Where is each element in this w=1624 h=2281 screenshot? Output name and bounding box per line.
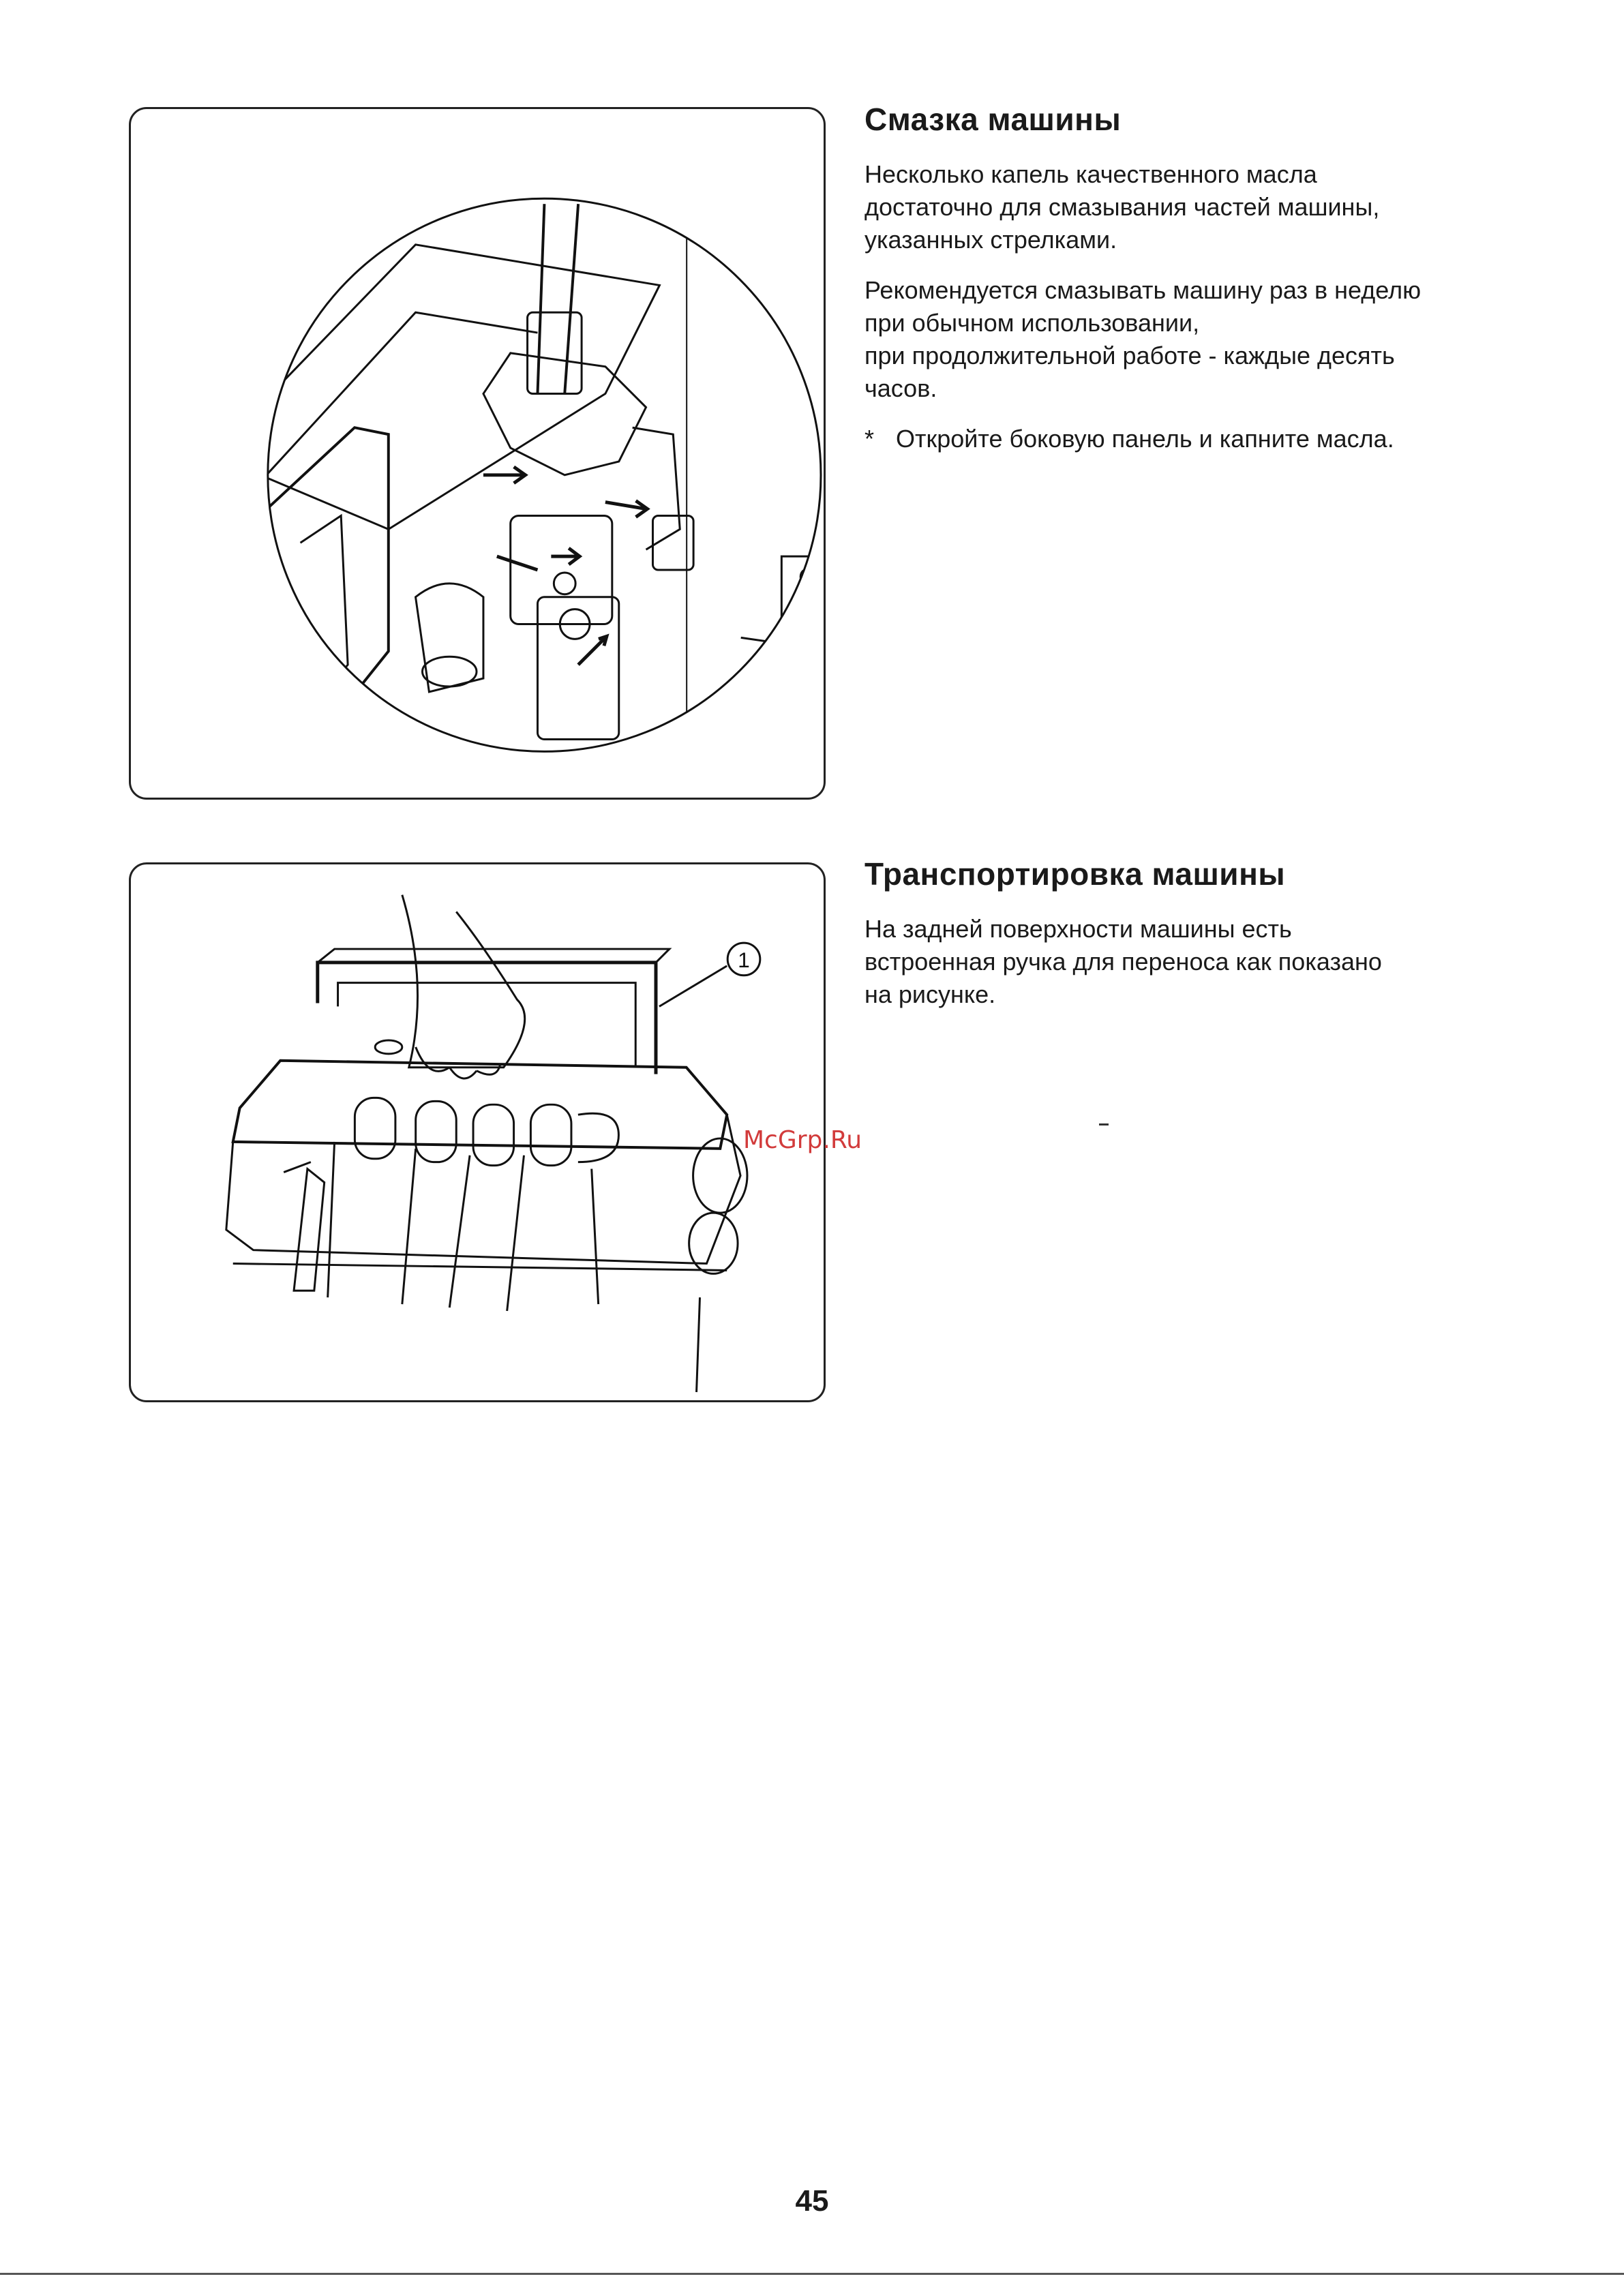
callout-number: 1: [738, 947, 750, 972]
lubrication-illustration-frame: [129, 107, 826, 800]
transport-heading: Транспортировка машины: [864, 856, 1286, 892]
lubrication-illustration: [131, 109, 824, 798]
transport-illustration-frame: [129, 862, 826, 1402]
page-number: 45: [795, 2184, 829, 2218]
page-bottom-border: [0, 2273, 1624, 2275]
transport-section: [864, 856, 1546, 1029]
note-asterisk: *: [864, 425, 875, 453]
stray-mark: [1099, 1123, 1109, 1126]
watermark-link[interactable]: McGrp.Ru: [743, 1126, 862, 1154]
note-text: Откройте боковую панель и капните масла.: [896, 425, 1394, 453]
lubrication-paragraph-2: Рекомендуется смазывать машину раз в неделю при обычном использовании, при продолжительной работе - каждые десять часов.: [864, 276, 1422, 402]
lubrication-paragraph-1: Несколько капель качественного масла достаточно для смазывания частей машины, указанных стрелками.: [864, 160, 1380, 254]
lubrication-note: [864, 423, 1546, 455]
transport-illustration: [131, 864, 824, 1400]
transport-paragraph-1: На задней поверхности машины есть встроенная ручка для переноса как показано на рисунке.: [864, 915, 1382, 1008]
lubrication-heading: Смазка машины: [864, 102, 1122, 137]
lubrication-section: [864, 101, 1546, 455]
